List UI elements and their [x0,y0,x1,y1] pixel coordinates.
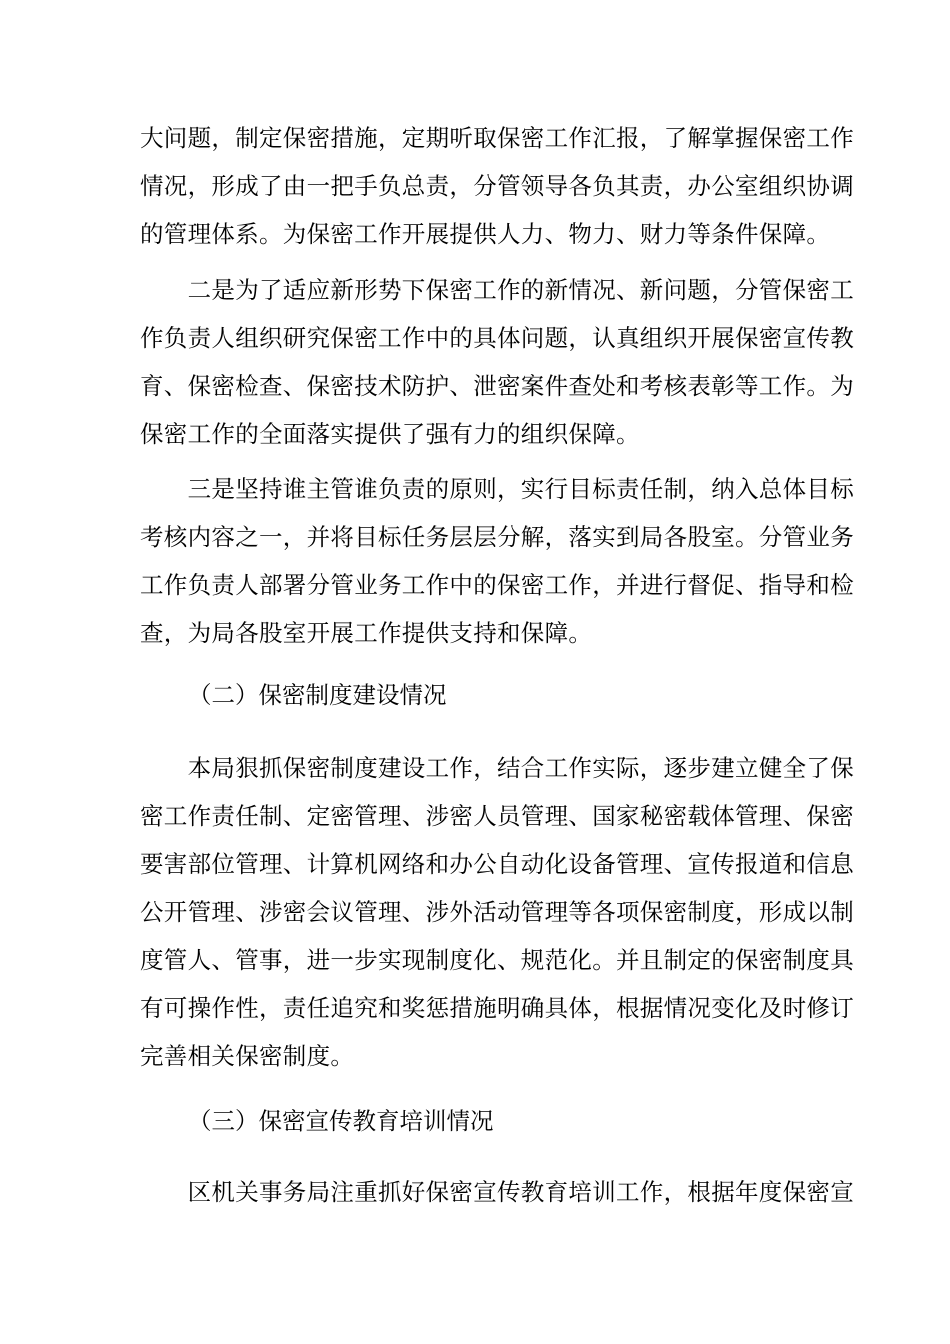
text-line: 密工作责任制、定密管理、涉密人员管理、国家秘密载体管理、保密 [140,802,854,830]
text-line: 考核内容之一，并将目标任务层层分解，落实到局各股室。分管业务 [140,523,854,551]
text-line: 区机关事务局注重抓好保密宣传教育培训工作，根据年度保密宣 [140,1178,854,1206]
text-line: 保密工作的全面落实提供了强有力的组织保障。 [140,420,640,448]
paragraph-point-three [140,465,854,657]
text-line: 情况，形成了由一把手负总责，分管领导各负其责，办公室组织协调 [140,172,854,200]
paragraph-system-construction [140,744,854,1080]
text-line: 本局狠抓保密制度建设工作，结合工作实际，逐步建立健全了保 [140,754,854,782]
section-heading-two: （二）保密制度建设情况 [188,681,447,709]
text-line: 公开管理、涉密会议管理、涉外活动管理等各项保密制度，形成以制 [140,898,854,926]
section-heading-three: （三）保密宣传教育培训情况 [188,1107,494,1135]
text-line: 的管理体系。为保密工作开展提供人力、物力、财力等条件保障。 [140,220,831,248]
text-line: 大问题，制定保密措施，定期听取保密工作汇报，了解掌握保密工作 [140,124,854,152]
text-line: 工作负责人部署分管业务工作中的保密工作，并进行督促、指导和检 [140,571,854,599]
text-line: 完善相关保密制度。 [140,1042,355,1070]
text-line: 要害部位管理、计算机网络和办公自动化设备管理、宣传报道和信息 [140,850,854,878]
text-line: 作负责人组织研究保密工作中的具体问题，认真组织开展保密宣传教 [140,324,854,352]
text-line: 查，为局各股室开展工作提供支持和保障。 [140,619,593,647]
paragraph-organization-system [140,114,854,258]
text-line: 有可操作性，责任追究和奖惩措施明确具体，根据情况变化及时修订 [140,994,854,1022]
text-line: 二是为了适应新形势下保密工作的新情况、新问题，分管保密工 [140,276,854,304]
text-line: 度管人、管事，进一步实现制度化、规范化。并且制定的保密制度具 [140,946,854,974]
text-line: 育、保密检查、保密技术防护、泄密案件查处和考核表彰等工作。为 [140,372,854,400]
paragraph-education-training [140,1168,854,1216]
text-line: 三是坚持谁主管谁负责的原则，实行目标责任制，纳入总体目标 [140,475,854,503]
paragraph-point-two [140,266,854,458]
